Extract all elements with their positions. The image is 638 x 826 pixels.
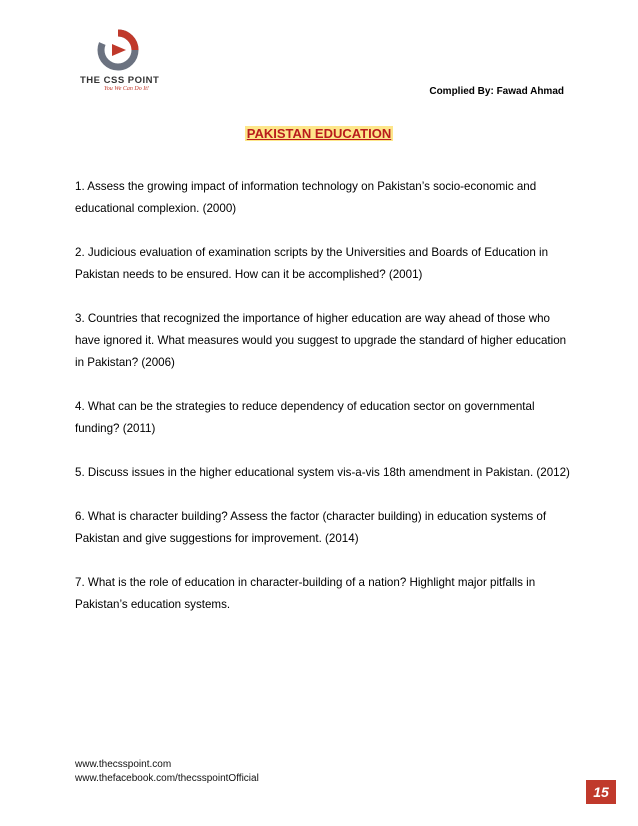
page-title: PAKISTAN EDUCATION xyxy=(246,126,392,141)
question-item: 6. What is character building? Assess the factor (character building) in education systems of Pakistan and give suggestions for improvement. (2014) xyxy=(75,510,547,545)
question-item: 2. Judicious evaluation of examination scripts by the Universities and Boards of Education in Pakistan needs to be ensured. How can it be accomplished? (2001) xyxy=(75,246,549,281)
question-item: 3. Countries that recognized the importance of higher education are way ahead of those who have ignored it. What measures would you suggest to upgrade the standard of higher education in Pakistan? (2006) xyxy=(75,312,567,369)
question-item: 7. What is the role of education in character-building of a nation? Highlight major pitfalls in Pakistan’s education systems. xyxy=(75,576,536,611)
logo-text: THE CSS POINT xyxy=(80,75,160,86)
question-list xyxy=(75,176,575,638)
footer xyxy=(75,758,259,786)
question-item: 4. What can be the strategies to reduce dependency of education sector on governmental funding? (2011) xyxy=(75,400,535,435)
website-link[interactable]: www.thecsspoint.com xyxy=(75,759,172,770)
page-number: 15 xyxy=(586,780,616,804)
compiled-by: Complied By: Fawad Ahmad xyxy=(429,86,564,97)
logo-tagline: You We Can Do It! xyxy=(104,86,149,92)
question-item: 1. Assess the growing impact of information technology on Pakistan’s socio-economic and educational complexion. (2000) xyxy=(75,180,537,215)
facebook-link[interactable]: www.thefacebook.com/thecsspointOfficial xyxy=(75,773,259,784)
question-item: 5. Discuss issues in the higher educational system vis-a-vis 18th amendment in Pakistan. (2012) xyxy=(75,466,570,479)
